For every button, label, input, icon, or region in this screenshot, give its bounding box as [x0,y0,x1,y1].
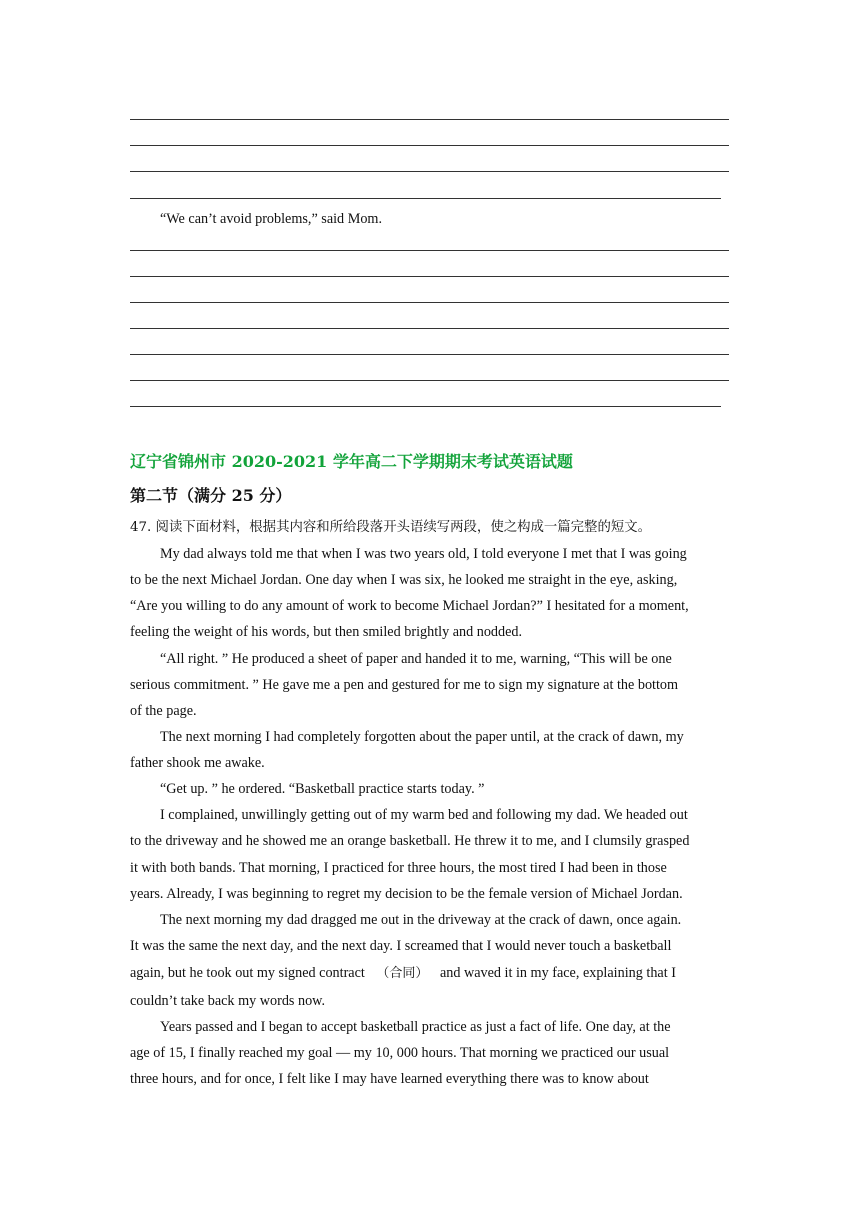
answer-line [130,354,729,355]
passage-line: of the page. [130,703,197,719]
passage-line: The next morning my dad dragged me out in the driveway at the crack of dawn, once again. [160,912,682,928]
passage-line: “Get up. ” he ordered. “Basketball practice starts today. ” [160,781,485,797]
passage-line [130,963,676,984]
passage-line: couldn’t take back my words now. [130,993,326,1009]
passage-line: it with both bands. That morning, I practiced for three hours, the most tired I had been in those [130,860,667,876]
prompt-paragraph: “We can’t avoid problems,” said Mom. [160,211,382,227]
answer-line [130,198,721,199]
passage-line: My dad always told me that when I was two years old, I told everyone I met that I was going [160,546,687,562]
passage-text: and waved it in my face, explaining that I [439,965,676,981]
answer-line [130,276,729,277]
answer-line [130,328,729,329]
passage-line: The next morning I had completely forgotten about the paper until, at the crack of dawn, my [160,729,684,745]
passage-text: again, but he took out my signed contract [130,965,365,981]
passage-line: “Are you willing to do any amount of work to become Michael Jordan?” I hesitated for a moment, [130,598,689,614]
answer-line [130,250,729,251]
passage-line: years. Already, I was beginning to regret my decision to be the female version of Michael Jordan. [130,886,683,902]
question-instruction: 47. 阅读下面材料，根据其内容和所给段落开头语续写两段，使之构成一篇完整的短文。 [130,520,652,535]
passage-line: age of 15, I finally reached my goal — my 10, 000 hours. That morning we practiced our usual [130,1045,670,1061]
passage-line: to the driveway and he showed me an orange basketball. He threw it to me, and I clumsily grasped [130,833,690,849]
answer-line [130,119,729,120]
passage-line: It was the same the next day, and the next day. I screamed that I would never touch a basketball [130,938,672,954]
passage-line: serious commitment. ” He gave me a pen and gestured for me to sign my signature at the bottom [130,677,679,693]
passage-line: Years passed and I began to accept basketball practice as just a fact of life. One day, at the [160,1019,671,1035]
section-title: 第二节（满分 25 分） [130,486,292,505]
answer-line [130,380,729,381]
answer-line [130,145,729,146]
answer-line [130,302,729,303]
passage-line: “All right. ” He produced a sheet of paper and handed it to me, warning, “This will be one [160,651,672,667]
answer-line [130,171,729,172]
passage-line: father shook me awake. [130,755,265,771]
exam-title: 辽宁省锦州市 2020-2021 学年高二下学期期末考试英语试题 [130,452,573,471]
answer-line [130,406,721,407]
passage-line: feeling the weight of his words, but then smiled brightly and nodded. [130,624,523,640]
passage-line: I complained, unwillingly getting out of my warm bed and following my dad. We headed out [160,807,688,823]
passage-line: three hours, and for once, I felt like I may have learned everything there was to know about [130,1071,649,1087]
annotation-contract: （合同） [376,966,429,981]
passage-line: to be the next Michael Jordan. One day when I was six, he looked me straight in the eye, asking, [130,572,678,588]
